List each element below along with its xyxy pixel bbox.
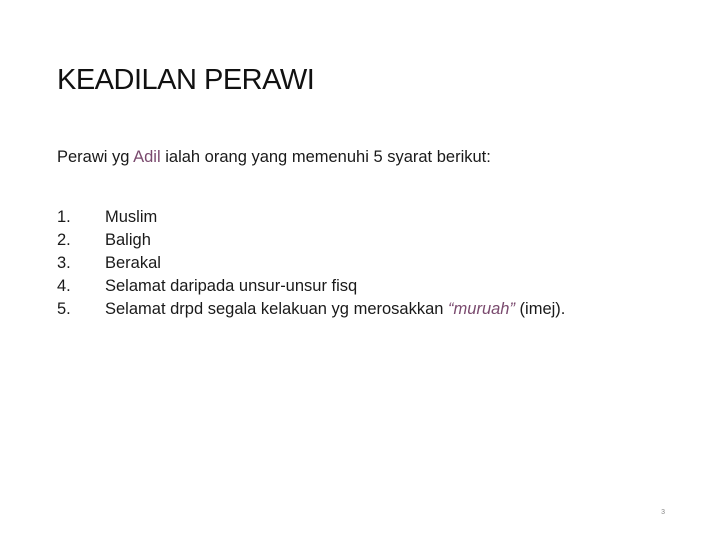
conditions-list (57, 206, 565, 321)
list-item-text-before: Selamat drpd segala kelakuan yg merosakkan (105, 300, 449, 318)
list-item-text: Baligh (105, 231, 151, 249)
intro-highlight-adil: Adil (133, 148, 161, 166)
intro-text-before: Perawi yg (57, 148, 134, 166)
page-number: 3 (661, 509, 665, 516)
intro-text (57, 146, 491, 168)
muruah-highlight: “muruah” (448, 300, 515, 318)
intro-text-after: ialah orang yang memenuhi 5 syarat berikut: (160, 148, 491, 166)
list-item-number: 3. (57, 254, 71, 272)
list-item (57, 275, 565, 298)
list-item-text-after: (imej). (514, 300, 566, 318)
list-item-number: 4. (57, 277, 71, 295)
list-item (57, 298, 565, 321)
list-item (57, 206, 565, 229)
list-item (57, 229, 565, 252)
list-item (57, 252, 565, 275)
slide-title: KEADILAN PERAWI (57, 64, 315, 96)
list-item-text: Muslim (105, 208, 158, 226)
list-item-text: Berakal (105, 254, 161, 272)
list-item-number: 5. (57, 300, 71, 318)
list-item-number: 2. (57, 231, 71, 249)
list-item-number: 1. (57, 208, 71, 226)
list-item-text (105, 298, 565, 321)
list-item-text: Selamat daripada unsur-unsur fisq (105, 277, 358, 295)
